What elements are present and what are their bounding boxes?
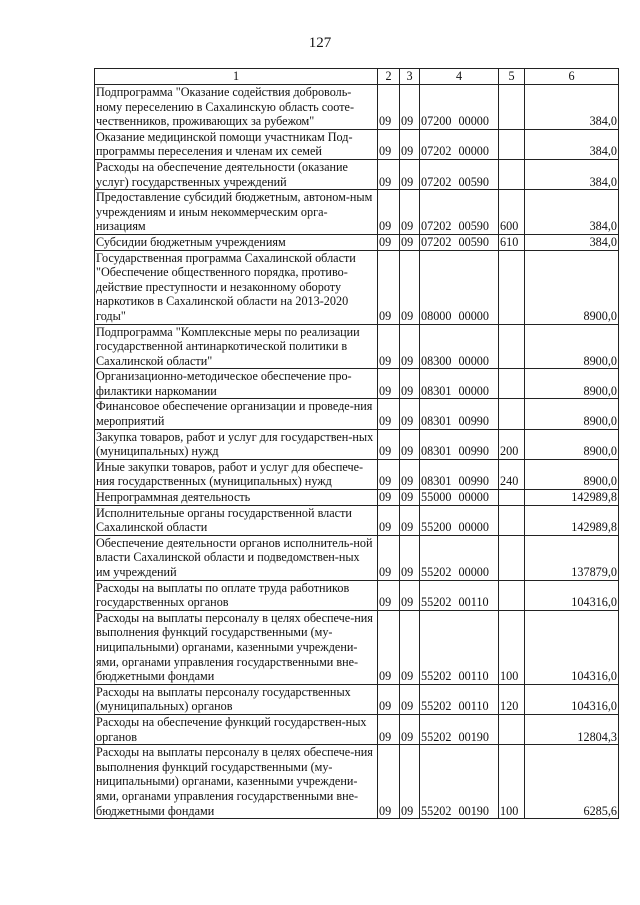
- row-target-article: 55202 00110: [420, 610, 499, 684]
- row-name: Расходы на обеспечение деятельности (оказание услуг) государственных учреждений: [95, 159, 378, 189]
- row-subsection: 09: [400, 429, 420, 459]
- row-target-article: 55200 00000: [420, 505, 499, 535]
- row-target-article: 08301 00990: [420, 429, 499, 459]
- row-target-article: 07202 00000: [420, 129, 499, 159]
- row-target-article: 07200 00000: [420, 85, 499, 130]
- column-header: 5: [499, 69, 525, 85]
- row-subsection: 09: [400, 85, 420, 130]
- row-name: Организационно-методическое обеспечение про-филактики наркомании: [95, 369, 378, 399]
- row-amount: 6285,6: [525, 745, 619, 819]
- row-amount: 137879,0: [525, 535, 619, 580]
- row-expense-type: [499, 505, 525, 535]
- row-expense-type: 100: [499, 610, 525, 684]
- row-target-article: 08301 00990: [420, 459, 499, 489]
- row-name: Субсидии бюджетным учреждениям: [95, 234, 378, 250]
- table-row: [95, 745, 619, 819]
- row-amount: 8900,0: [525, 429, 619, 459]
- table-row: [95, 399, 619, 429]
- row-target-article: 55202 00110: [420, 684, 499, 714]
- row-name: Иные закупки товаров, работ и услуг для обеспече-ния государственных (муниципальных) нужд: [95, 459, 378, 489]
- row-subsection: 09: [400, 459, 420, 489]
- row-name: Подпрограмма "Оказание содействия доброволь-ному переселению в Сахалинскую область сооте-чественников, проживающих за рубежом": [95, 85, 378, 130]
- row-section: 09: [378, 250, 400, 324]
- row-section: 09: [378, 324, 400, 369]
- row-name: Расходы на выплаты персоналу в целях обеспече-ния выполнения функций государственными (му-ниципальными) органами, казенными учреждени-ями, органами управления государственными вне-бюджетными фондами: [95, 610, 378, 684]
- row-subsection: 09: [400, 399, 420, 429]
- row-section: 09: [378, 535, 400, 580]
- table-row: [95, 369, 619, 399]
- table-row: [95, 580, 619, 610]
- table-row: [95, 129, 619, 159]
- row-amount: 142989,8: [525, 490, 619, 506]
- row-subsection: 09: [400, 324, 420, 369]
- row-expense-type: [499, 369, 525, 399]
- table-row: [95, 505, 619, 535]
- row-subsection: 09: [400, 234, 420, 250]
- row-target-article: 08000 00000: [420, 250, 499, 324]
- table-row: [95, 85, 619, 130]
- row-amount: 104316,0: [525, 580, 619, 610]
- row-subsection: 09: [400, 129, 420, 159]
- row-target-article: 07202 00590: [420, 190, 499, 235]
- row-subsection: 09: [400, 250, 420, 324]
- row-target-article: 08301 00990: [420, 399, 499, 429]
- row-amount: 104316,0: [525, 684, 619, 714]
- row-expense-type: [499, 580, 525, 610]
- row-target-article: 55202 00190: [420, 745, 499, 819]
- row-name: Расходы на выплаты персоналу государственных (муниципальных) органов: [95, 684, 378, 714]
- row-subsection: 09: [400, 745, 420, 819]
- row-amount: 8900,0: [525, 250, 619, 324]
- row-target-article: 07202 00590: [420, 159, 499, 189]
- row-expense-type: 610: [499, 234, 525, 250]
- table-row: [95, 429, 619, 459]
- row-expense-type: [499, 324, 525, 369]
- row-section: 09: [378, 234, 400, 250]
- table-row: [95, 684, 619, 714]
- row-section: 09: [378, 505, 400, 535]
- row-section: 09: [378, 129, 400, 159]
- row-subsection: 09: [400, 190, 420, 235]
- row-subsection: 09: [400, 505, 420, 535]
- row-name: Закупка товаров, работ и услуг для государствен-ных (муниципальных) нужд: [95, 429, 378, 459]
- row-name: Расходы на выплаты по оплате труда работников государственных органов: [95, 580, 378, 610]
- row-amount: 384,0: [525, 190, 619, 235]
- table-row: [95, 190, 619, 235]
- table-row: [95, 459, 619, 489]
- table-row: [95, 159, 619, 189]
- table-row: [95, 610, 619, 684]
- column-header: 2: [378, 69, 400, 85]
- row-expense-type: 120: [499, 684, 525, 714]
- table-row: [95, 714, 619, 744]
- row-amount: 142989,8: [525, 505, 619, 535]
- row-expense-type: [499, 85, 525, 130]
- column-header: 4: [420, 69, 499, 85]
- row-section: 09: [378, 610, 400, 684]
- table-row: [95, 324, 619, 369]
- row-amount: 8900,0: [525, 324, 619, 369]
- column-header: 1: [95, 69, 378, 85]
- table-header-row: [95, 69, 619, 85]
- row-target-article: 55202 00110: [420, 580, 499, 610]
- row-name: Расходы на обеспечение функций государствен-ных органов: [95, 714, 378, 744]
- row-section: 09: [378, 159, 400, 189]
- row-expense-type: [499, 535, 525, 580]
- table-row: [95, 535, 619, 580]
- table-row: [95, 250, 619, 324]
- row-name: Подпрограмма "Комплексные меры по реализации государственной антинаркотической политики в Сахалинской области": [95, 324, 378, 369]
- row-subsection: 09: [400, 369, 420, 399]
- row-subsection: 09: [400, 490, 420, 506]
- row-section: 09: [378, 580, 400, 610]
- row-expense-type: [499, 399, 525, 429]
- row-target-article: 55202 00000: [420, 535, 499, 580]
- row-name: Оказание медицинской помощи участникам Под-программы переселения и членам их семей: [95, 129, 378, 159]
- row-target-article: 07202 00590: [420, 234, 499, 250]
- row-section: 09: [378, 190, 400, 235]
- row-expense-type: 600: [499, 190, 525, 235]
- row-section: 09: [378, 85, 400, 130]
- row-subsection: 09: [400, 580, 420, 610]
- row-section: 09: [378, 684, 400, 714]
- row-expense-type: [499, 714, 525, 744]
- row-amount: 8900,0: [525, 399, 619, 429]
- page-number: 127: [308, 35, 332, 51]
- row-expense-type: [499, 250, 525, 324]
- row-amount: 8900,0: [525, 459, 619, 489]
- table-row: [95, 490, 619, 506]
- row-name: Исполнительные органы государственной власти Сахалинской области: [95, 505, 378, 535]
- column-header: 3: [400, 69, 420, 85]
- row-amount: 8900,0: [525, 369, 619, 399]
- row-expense-type: 200: [499, 429, 525, 459]
- row-amount: 384,0: [525, 234, 619, 250]
- row-name: Непрограммная деятельность: [95, 490, 378, 506]
- row-expense-type: 240: [499, 459, 525, 489]
- row-section: 09: [378, 429, 400, 459]
- column-header: 6: [525, 69, 619, 85]
- row-name: Государственная программа Сахалинской области "Обеспечение общественного порядка, противо-действие преступности и незаконному обороту наркотиков в Сахалинской области на 2013-2020 годы": [95, 250, 378, 324]
- row-section: 09: [378, 714, 400, 744]
- row-name: Расходы на выплаты персоналу в целях обеспече-ния выполнения функций государственными (му-ниципальными) органами, казенными учреждени-ями, органами управления государственными вне-бюджетными фондами: [95, 745, 378, 819]
- row-subsection: 09: [400, 535, 420, 580]
- row-expense-type: 100: [499, 745, 525, 819]
- row-expense-type: [499, 129, 525, 159]
- row-amount: 384,0: [525, 85, 619, 130]
- row-subsection: 09: [400, 159, 420, 189]
- row-section: 09: [378, 745, 400, 819]
- row-amount: 384,0: [525, 129, 619, 159]
- row-amount: 104316,0: [525, 610, 619, 684]
- row-name: Предоставление субсидий бюджетным, автоном-ным учреждениям и иным некоммерческим орга-низациям: [95, 190, 378, 235]
- row-section: 09: [378, 369, 400, 399]
- row-expense-type: [499, 159, 525, 189]
- row-section: 09: [378, 399, 400, 429]
- row-name: Финансовое обеспечение организации и проведе-ния мероприятий: [95, 399, 378, 429]
- row-target-article: 08300 00000: [420, 324, 499, 369]
- row-subsection: 09: [400, 684, 420, 714]
- row-section: 09: [378, 459, 400, 489]
- row-subsection: 09: [400, 714, 420, 744]
- row-target-article: 55000 00000: [420, 490, 499, 506]
- row-amount: 384,0: [525, 159, 619, 189]
- row-name: Обеспечение деятельности органов исполнитель-ной власти Сахалинской области и подведомствен-ных им учреждений: [95, 535, 378, 580]
- budget-table: [94, 68, 619, 819]
- row-subsection: 09: [400, 610, 420, 684]
- table-row: [95, 234, 619, 250]
- row-section: 09: [378, 490, 400, 506]
- row-target-article: 55202 00190: [420, 714, 499, 744]
- row-target-article: 08301 00000: [420, 369, 499, 399]
- row-expense-type: [499, 490, 525, 506]
- row-amount: 12804,3: [525, 714, 619, 744]
